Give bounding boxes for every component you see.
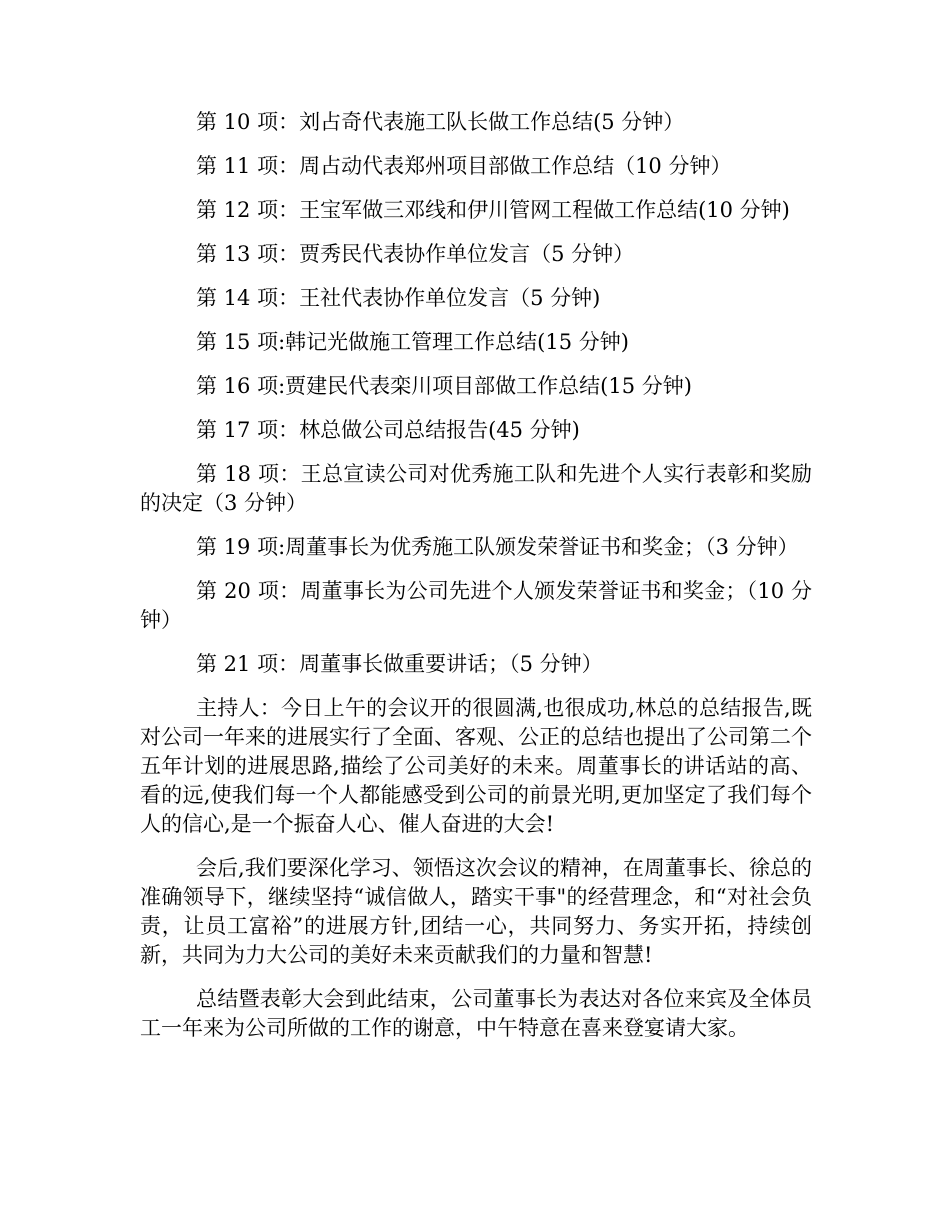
agenda-item-14: 第 14 项：王社代表协作单位发言（5 分钟) <box>196 286 601 310</box>
agenda-item-11: 第 11 项：周占动代表郑州项目部做工作总结（10 分钟） <box>196 154 732 178</box>
host-remarks-paragraph: 主持人：今日上午的会议开的很圆满,也很成功,林总的总结报告,既对公司一年来的进展实行了全面、客观、公正的总结也提出了公司第二个五年计划的进展思路,描绘了公司美好的未来。周董事长的讲话站的高、看的远,使我们每一个人都能感受到公司的前景光明,更加坚定了我们每个人的信心,是一个振奋人心、催人奋进的大会! <box>140 696 812 836</box>
agenda-item-19: 第 19 项:周董事长为优秀施工队颁发荣誉证书和奖金；（3 分钟） <box>196 535 799 559</box>
agenda-item-13: 第 13 项：贾秀民代表协作单位发言（5 分钟） <box>196 242 635 266</box>
document-body <box>140 108 812 1058</box>
post-meeting-paragraph: 会后,我们要深化学习、领悟这次会议的精神，在周董事长、徐总的准确领导下，继续坚持“诚信做人，踏实干事"的经营理念，和“对社会负责，让员工富裕”的进展方针,团结一心，共同努力、务实开拓，持续创新，共同为力大公司的美好未来贡献我们的力量和智慧! <box>140 856 812 967</box>
agenda-item-18: 第 18 项：王总宣读公司对优秀施工队和先进个人实行表彰和奖励的决定（3 分钟） <box>140 462 812 515</box>
agenda-item-16: 第 16 项:贾建民代表栾川项目部做工作总结(15 分钟) <box>196 374 692 398</box>
agenda-item-10: 第 10 项：刘占奇代表施工队长做工作总结(5 分钟） <box>196 110 685 134</box>
agenda-item-15: 第 15 项:韩记光做施工管理工作总结(15 分钟) <box>196 330 629 354</box>
agenda-item-12: 第 12 项：王宝军做三邓线和伊川管网工程做工作总结(10 分钟) <box>196 198 790 222</box>
closing-paragraph: 总结暨表彰大会到此结束，公司董事长为表达对各位来宾及全体员工一年来为公司所做的工作的谢意，中午特意在喜来登宴请大家。 <box>140 987 812 1040</box>
agenda-item-21: 第 21 项：周董事长做重要讲话；（5 分钟） <box>196 652 603 676</box>
agenda-item-20: 第 20 项：周董事长为公司先进个人颁发荣誉证书和奖金；（10 分钟） <box>140 579 812 632</box>
agenda-item-17: 第 17 项：林总做公司总结报告(45 分钟) <box>196 418 580 442</box>
